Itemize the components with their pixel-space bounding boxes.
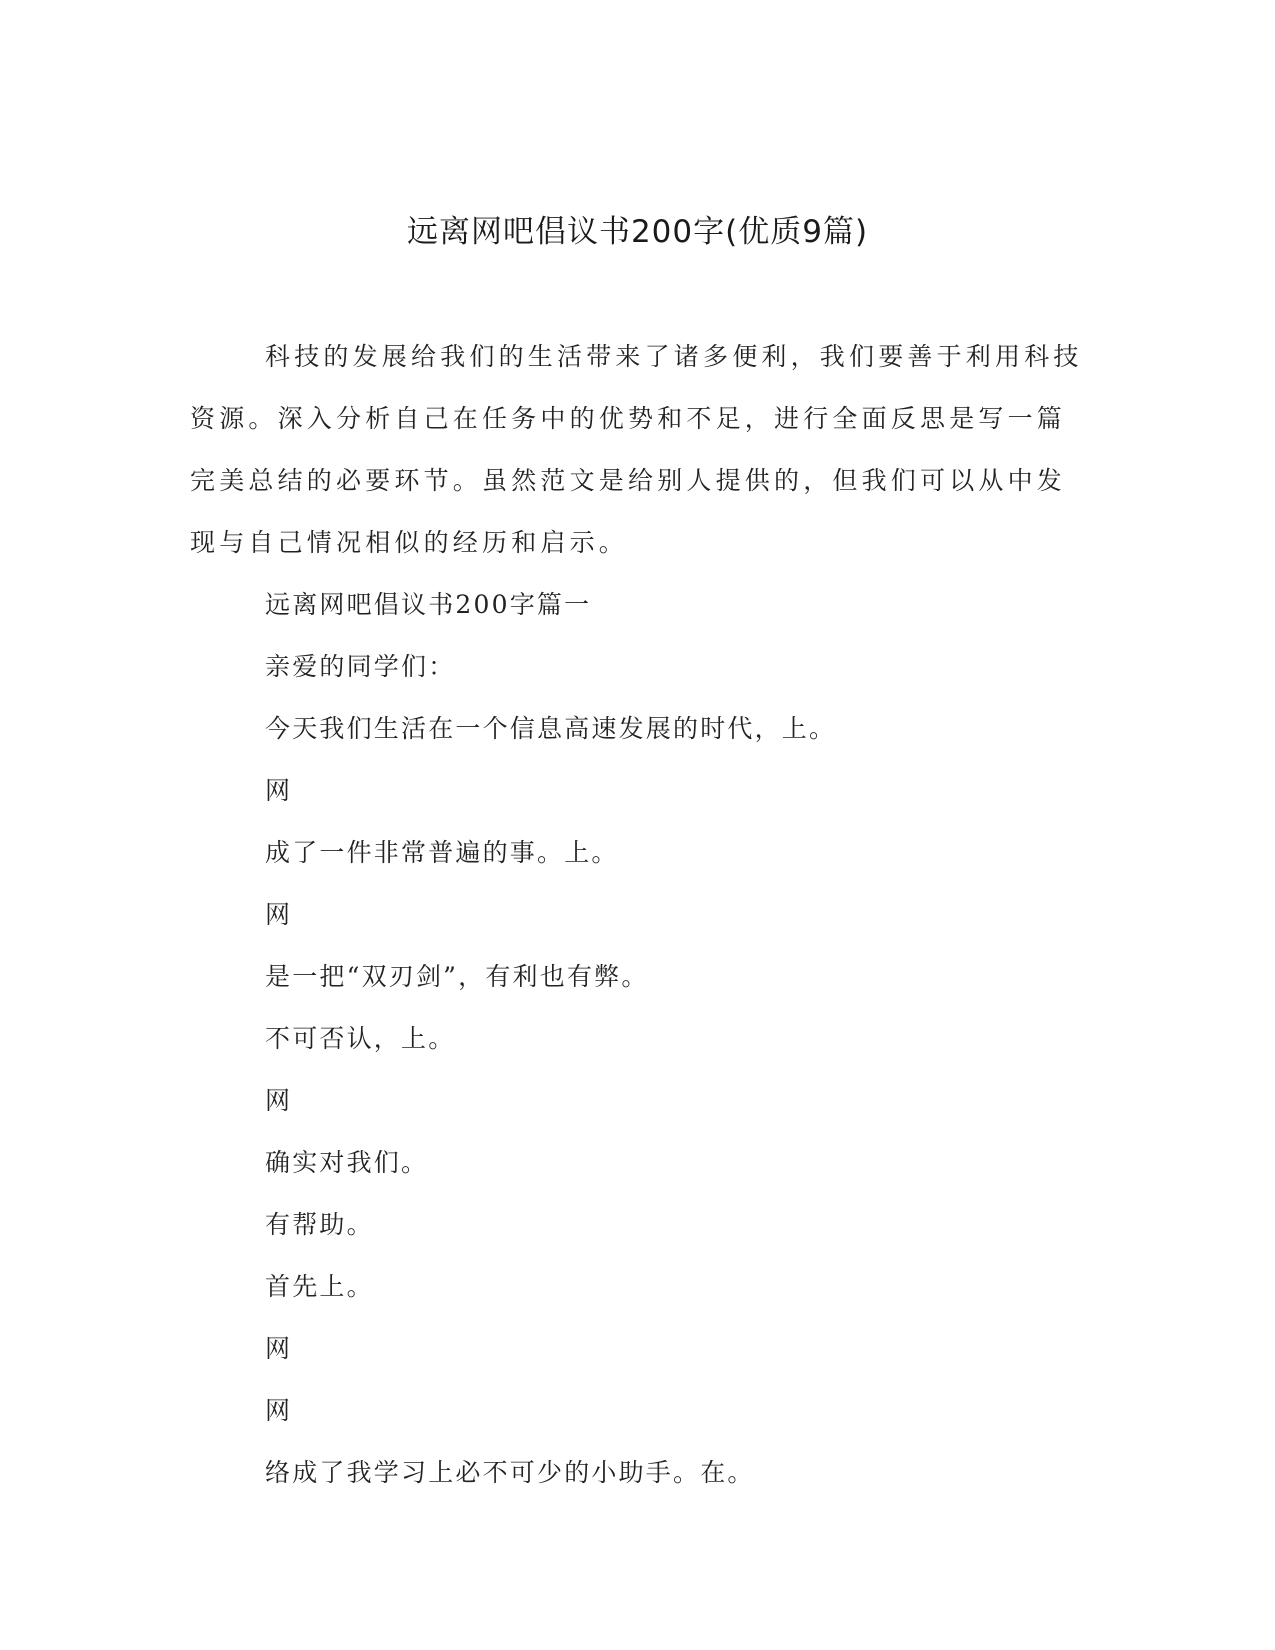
paragraph-line: 不可否认，上。 [265, 1024, 456, 1053]
paragraph-line: 成了一件非常普遍的事。上。 [265, 838, 619, 867]
paragraph-line: 网 [265, 1086, 293, 1115]
paragraph-line: 网 [265, 1334, 293, 1363]
paragraph-line: 今天我们生活在一个信息高速发展的时代，上。 [265, 714, 837, 743]
intro-paragraph: 科技的发展给我们的生活带来了诸多便利，我们要善于利用科技资源。深入分析自己在任务中的优势和不足，进行全面反思是写一篇完美总结的必要环节。虽然范文是给别人提供的，但我们可以从中发现与自己情况相似的经历和启示。 [190, 342, 1083, 557]
section-heading: 远离网吧倡议书200字篇一 [265, 590, 592, 619]
paragraph-line: 有帮助。 [265, 1210, 374, 1239]
paragraph-line: 网 [265, 776, 293, 805]
document-body [190, 326, 1085, 1504]
salutation: 亲爱的同学们： [265, 652, 456, 681]
paragraph-line: 确实对我们。 [265, 1148, 429, 1177]
paragraph-line: 是一把“双刃剑”，有利也有弊。 [265, 962, 649, 991]
paragraph-line: 络成了我学习上必不可少的小助手。在。 [265, 1458, 755, 1487]
paragraph-line: 首先上。 [265, 1272, 374, 1301]
paragraph-line: 网 [265, 900, 293, 929]
document-title: 远离网吧倡议书200字(优质9篇) [406, 214, 869, 250]
paragraph-line: 网 [265, 1396, 293, 1425]
